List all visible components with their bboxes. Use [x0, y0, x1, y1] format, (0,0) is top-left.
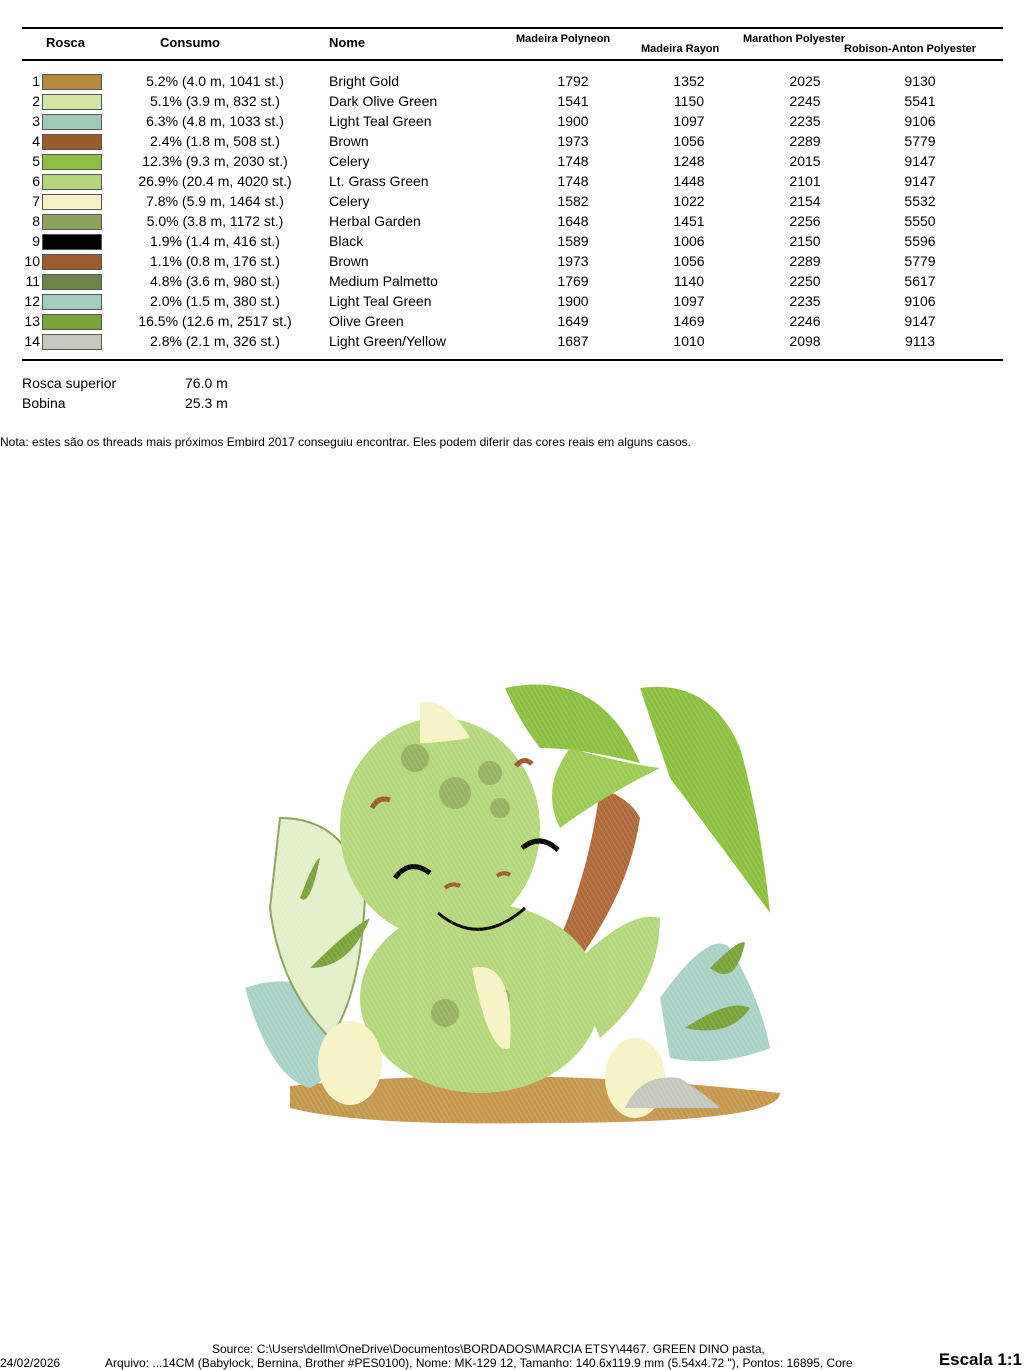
table-row — [0, 132, 1024, 152]
table-row — [0, 192, 1024, 212]
table-row — [0, 212, 1024, 232]
madeira-rayon-code: 1140 — [673, 273, 705, 289]
scale-label: Escala 1:1 — [938, 1350, 1022, 1369]
madeira-rayon-code: 1469 — [673, 313, 705, 329]
madeira-rayon-code: 1451 — [673, 213, 705, 229]
color-swatch — [42, 334, 102, 350]
color-swatch — [42, 94, 102, 110]
marathon-polyester-code: 2235 — [789, 113, 821, 129]
color-swatch — [42, 294, 102, 310]
consumption: 5.0% (3.8 m, 1172 st.) — [146, 213, 284, 229]
table-row — [0, 112, 1024, 132]
table-row — [0, 172, 1024, 192]
thread-number: 12 — [24, 293, 40, 309]
footer-source: Source: C:\Users\dellm\OneDrive\Documentos\BORDADOS\MARCIA ETSY\4467. GREEN DINO pasta, — [212, 1342, 765, 1356]
thread-number: 8 — [32, 213, 40, 229]
madeira-polyneon-code: 1648 — [557, 213, 589, 229]
consumption: 26.9% (20.4 m, 4020 st.) — [138, 173, 292, 189]
rosca-superior-label: Rosca superior — [22, 375, 117, 391]
robison-anton-code: 5532 — [904, 193, 936, 209]
robison-anton-code: 9147 — [904, 313, 936, 329]
thread-number: 13 — [24, 313, 40, 329]
color-swatch — [42, 194, 102, 210]
color-swatch — [42, 114, 102, 130]
thread-name: Light Teal Green — [329, 113, 432, 129]
madeira-rayon-code: 1022 — [673, 193, 705, 209]
thread-name: Brown — [329, 253, 369, 269]
thread-number: 11 — [25, 273, 40, 289]
bobina-label: Bobina — [22, 395, 66, 411]
header-madeira-rayon: Madeira Rayon — [641, 43, 720, 55]
color-swatch — [42, 234, 102, 250]
embroidery-design-preview — [240, 668, 785, 1138]
robison-anton-code: 9147 — [904, 173, 936, 189]
madeira-polyneon-code: 1973 — [557, 253, 589, 269]
madeira-rayon-code: 1006 — [673, 233, 705, 249]
madeira-rayon-code: 1010 — [673, 333, 705, 349]
table-row — [0, 312, 1024, 332]
thread-number: 3 — [32, 113, 40, 129]
robison-anton-code: 5779 — [904, 133, 936, 149]
thread-name: Black — [329, 233, 364, 249]
table-row — [0, 332, 1024, 352]
consumption: 2.4% (1.8 m, 508 st.) — [150, 133, 280, 149]
marathon-polyester-code: 2150 — [789, 233, 821, 249]
robison-anton-code: 5596 — [904, 233, 936, 249]
robison-anton-code: 9106 — [904, 293, 936, 309]
robison-anton-code: 5550 — [904, 213, 936, 229]
marathon-polyester-code: 2246 — [789, 313, 821, 329]
robison-anton-code: 9147 — [904, 153, 936, 169]
thread-name: Medium Palmetto — [329, 273, 438, 289]
thread-name: Brown — [329, 133, 369, 149]
thread-number: 2 — [32, 93, 40, 109]
thread-name: Bright Gold — [329, 73, 400, 89]
consumption: 4.8% (3.6 m, 980 st.) — [150, 273, 280, 289]
thread-number: 7 — [32, 193, 40, 209]
madeira-rayon-code: 1352 — [673, 73, 705, 89]
note-text: Nota: estes são os threads mais próximos Embird 2017 conseguiu encontrar. Eles podem diferir das cores reais em alguns casos. — [0, 435, 692, 449]
consumption: 1.9% (1.4 m, 416 st.) — [150, 233, 280, 249]
madeira-polyneon-code: 1900 — [557, 113, 589, 129]
madeira-rayon-code: 1097 — [673, 293, 705, 309]
madeira-rayon-code: 1056 — [673, 133, 705, 149]
color-swatch — [42, 174, 102, 190]
robison-anton-code: 5541 — [904, 93, 936, 109]
thread-number: 1 — [32, 73, 40, 89]
bobina-value: 25.3 m — [185, 395, 228, 411]
madeira-rayon-code: 1248 — [673, 153, 705, 169]
marathon-polyester-code: 2256 — [789, 213, 821, 229]
thread-name: Lt. Grass Green — [329, 173, 429, 189]
thread-number: 4 — [32, 133, 40, 149]
consumption: 1.1% (0.8 m, 176 st.) — [150, 253, 280, 269]
madeira-polyneon-code: 1687 — [557, 333, 589, 349]
madeira-rayon-code: 1097 — [673, 113, 705, 129]
header-madeira-polyneon: Madeira Polyneon — [516, 33, 611, 45]
robison-anton-code: 9130 — [904, 73, 936, 89]
table-top-rule — [22, 27, 1003, 29]
header-robison-anton: Robison-Anton Polyester — [844, 43, 977, 55]
robison-anton-code: 5779 — [904, 253, 936, 269]
consumption: 12.3% (9.3 m, 2030 st.) — [142, 153, 288, 169]
madeira-polyneon-code: 1589 — [557, 233, 589, 249]
color-swatch — [42, 254, 102, 270]
marathon-polyester-code: 2289 — [789, 253, 821, 269]
thread-name: Dark Olive Green — [329, 93, 438, 109]
madeira-rayon-code: 1056 — [673, 253, 705, 269]
consumption: 7.8% (5.9 m, 1464 st.) — [146, 193, 284, 209]
consumption: 2.0% (1.5 m, 380 st.) — [150, 293, 280, 309]
rosca-superior-value: 76.0 m — [185, 375, 228, 391]
madeira-polyneon-code: 1582 — [557, 193, 589, 209]
color-swatch — [42, 134, 102, 150]
consumption: 2.8% (2.1 m, 326 st.) — [150, 333, 280, 349]
thread-number: 9 — [32, 233, 40, 249]
color-swatch — [42, 154, 102, 170]
madeira-rayon-code: 1448 — [673, 173, 705, 189]
marathon-polyester-code: 2250 — [789, 273, 821, 289]
consumption: 5.2% (4.0 m, 1041 st.) — [146, 73, 284, 89]
madeira-polyneon-code: 1541 — [557, 93, 589, 109]
footer-date: 24/02/2026 — [0, 1356, 61, 1370]
thread-number: 10 — [24, 253, 40, 269]
madeira-polyneon-code: 1748 — [557, 153, 589, 169]
robison-anton-code: 9113 — [904, 333, 936, 349]
consumption: 16.5% (12.6 m, 2517 st.) — [138, 313, 292, 329]
consumption: 6.3% (4.8 m, 1033 st.) — [146, 113, 284, 129]
madeira-polyneon-code: 1769 — [557, 273, 589, 289]
consumption: 5.1% (3.9 m, 832 st.) — [150, 93, 280, 109]
color-swatch — [42, 314, 102, 330]
marathon-polyester-code: 2025 — [789, 73, 821, 89]
madeira-polyneon-code: 1973 — [557, 133, 589, 149]
color-swatch — [42, 214, 102, 230]
header-marathon-polyester: Marathon Polyester — [743, 33, 846, 45]
madeira-polyneon-code: 1748 — [557, 173, 589, 189]
marathon-polyester-code: 2245 — [789, 93, 821, 109]
marathon-polyester-code: 2235 — [789, 293, 821, 309]
thread-name: Light Green/Yellow — [329, 333, 447, 349]
color-swatch — [42, 274, 102, 290]
table-row — [0, 152, 1024, 172]
header-consumo: Consumo — [160, 35, 220, 50]
thread-name: Celery — [329, 193, 370, 209]
table-row — [0, 272, 1024, 292]
header-nome: Nome — [329, 35, 366, 50]
thread-name: Light Teal Green — [329, 293, 432, 309]
madeira-polyneon-code: 1792 — [557, 73, 589, 89]
thread-number: 5 — [32, 153, 40, 169]
footer-arquivo: Arquivo: ...14CM (Babylock, Bernina, Brother #PES0100), Nome: MK-129 12, Tamanho: 140.6x119.9 mm (5.54x4.72 "), Pontos: 16895, Core — [105, 1356, 853, 1370]
marathon-polyester-code: 2101 — [789, 173, 821, 189]
table-row — [0, 92, 1024, 112]
table-row — [0, 292, 1024, 312]
table-row — [0, 232, 1024, 252]
thread-number: 6 — [32, 173, 40, 189]
marathon-polyester-code: 2154 — [789, 193, 821, 209]
thread-number: 14 — [24, 333, 40, 349]
madeira-polyneon-code: 1900 — [557, 293, 589, 309]
robison-anton-code: 5617 — [904, 273, 936, 289]
header-rosca: Rosca — [46, 35, 86, 50]
robison-anton-code: 9106 — [904, 113, 936, 129]
madeira-rayon-code: 1150 — [673, 93, 705, 109]
table-header-rule — [22, 59, 1003, 61]
table-row — [0, 252, 1024, 272]
thread-name: Celery — [329, 153, 370, 169]
marathon-polyester-code: 2015 — [789, 153, 821, 169]
marathon-polyester-code: 2289 — [789, 133, 821, 149]
marathon-polyester-code: 2098 — [789, 333, 821, 349]
table-bottom-rule — [22, 359, 1003, 361]
thread-name: Herbal Garden — [329, 213, 421, 229]
table-row — [0, 72, 1024, 92]
thread-name: Olive Green — [329, 313, 404, 329]
madeira-polyneon-code: 1649 — [557, 313, 589, 329]
color-swatch — [42, 74, 102, 90]
